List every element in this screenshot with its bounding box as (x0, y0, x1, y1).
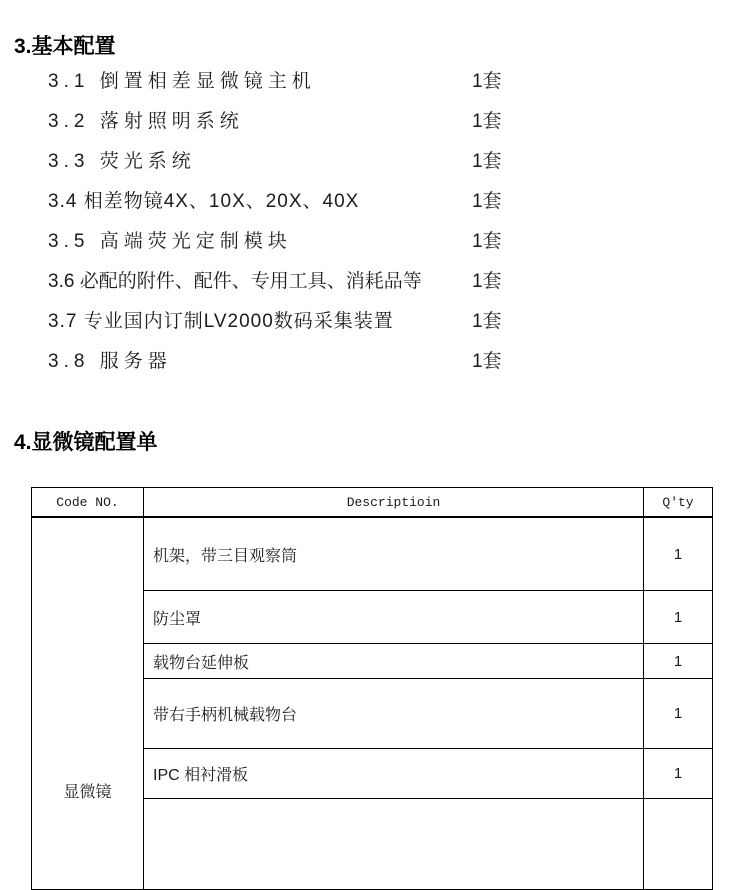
list-item-text: 3.2 落射照明系统 (48, 111, 244, 132)
row-description: 带右手柄机械载物台 (144, 679, 644, 749)
list-item-text: 3.5 高端荧光定制模块 (48, 231, 292, 252)
list-item-quantity: 1套 (472, 151, 502, 172)
list-item-quantity: 1套 (472, 311, 502, 332)
microscope-configuration-table (31, 487, 713, 890)
row-qty: 1 (644, 644, 713, 679)
row-qty: 1 (644, 749, 713, 799)
row-qty (644, 799, 713, 890)
section-3-heading: 3.基本配置 (14, 35, 116, 58)
list-item-3-1 (0, 62, 750, 102)
list-item-text: 3.4 相差物镜4X、10X、20X、40X (48, 191, 360, 212)
list-item-quantity: 1套 (472, 111, 502, 132)
list-item-3-4 (0, 182, 750, 222)
row-description: 防尘罩 (144, 591, 644, 644)
row-qty: 1 (644, 517, 713, 591)
row-description: 机架，带三目观察筒 (144, 517, 644, 591)
row-qty: 1 (644, 591, 713, 644)
list-item-3-6 (0, 262, 750, 302)
list-item-quantity: 1套 (472, 191, 502, 212)
list-item-text: 3.7 专业国内订制LV2000数码采集装置 (48, 311, 394, 332)
table-row (32, 517, 713, 591)
list-item-3-2 (0, 102, 750, 142)
list-item-3-8 (0, 342, 750, 382)
table-header-description: Descriptioin (144, 488, 644, 518)
table-header-code: Code NO. (32, 488, 144, 518)
list-item-text: 3.8 服务器 (48, 351, 172, 372)
list-item-quantity: 1套 (472, 271, 502, 292)
row-qty: 1 (644, 679, 713, 749)
section-4-heading: 4.显微镜配置单 (14, 431, 158, 454)
basic-configuration-list (0, 62, 750, 382)
list-item-text: 3.1 倒置相差显微镜主机 (48, 71, 316, 92)
table-header-qty: Q'ty (644, 488, 713, 518)
list-item-quantity: 1套 (472, 231, 502, 252)
list-item-quantity: 1套 (472, 351, 502, 372)
table-header-row (32, 488, 713, 518)
list-item-3-3 (0, 142, 750, 182)
group-label: 显微镜 (63, 784, 112, 801)
list-item-3-5 (0, 222, 750, 262)
code-group-cell (32, 517, 144, 890)
list-item-text: 3.3 荧光系统 (48, 151, 196, 172)
row-description: 载物台延伸板 (144, 644, 644, 679)
list-item-3-7 (0, 302, 750, 342)
list-item-quantity: 1套 (472, 71, 502, 92)
row-description: IPC 相衬滑板 (144, 749, 644, 799)
row-description (144, 799, 644, 890)
list-item-text: 3.6 必配的附件、配件、专用工具、消耗品等 (48, 271, 422, 292)
